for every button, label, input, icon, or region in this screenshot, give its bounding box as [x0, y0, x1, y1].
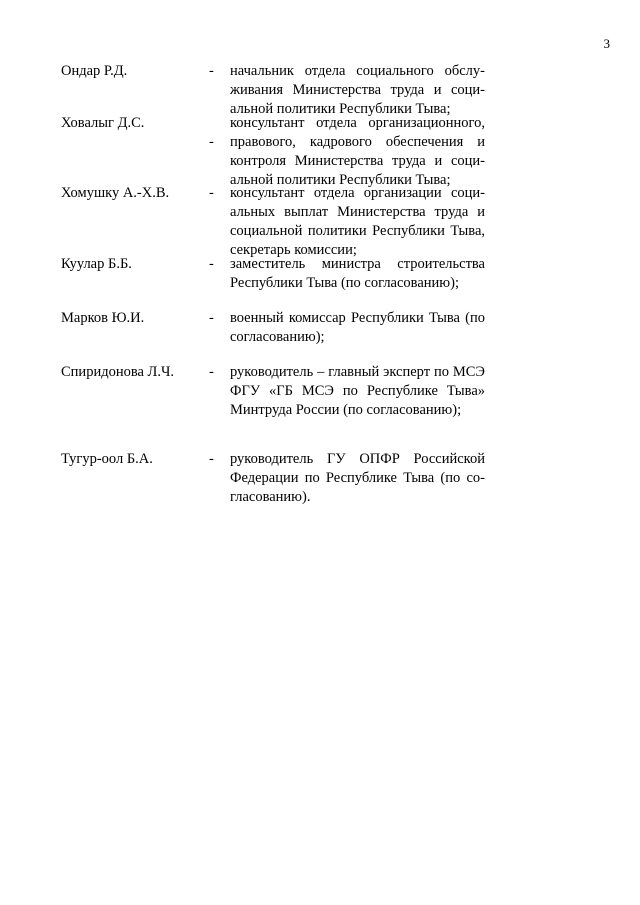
- member-name: Куулар Б.Б.: [61, 256, 132, 272]
- member-position: руководитель ГУ ОПФР Российской Федерации по Республике Тыва (по согласованию).: [230, 451, 485, 505]
- member-position: консультант отдела организационного, правового, кадрового обеспечения и контроля Министерства труда и социальной политики Республики Тыва;: [230, 115, 485, 188]
- member-row-tugur-ool: [61, 450, 486, 510]
- member-row-homushku: [61, 184, 486, 258]
- member-name: Ховалыг Д.С.: [61, 115, 145, 131]
- member-dash: -: [209, 63, 214, 79]
- member-row-kuular: [61, 255, 486, 309]
- member-dash: -: [209, 256, 214, 272]
- member-position: консультант отдела организации социальных выплат Министерства труда и социальной политики Республики Тыва, секретарь комиссии;: [230, 185, 485, 258]
- member-dash: -: [209, 364, 214, 380]
- member-row-spiridonova: [61, 363, 486, 450]
- member-name: Хомушку А.-Х.В.: [61, 185, 170, 201]
- member-row-hovalyg: [61, 114, 486, 188]
- member-name: Ондар Р.Д.: [61, 63, 128, 79]
- member-row-ondar: [61, 62, 486, 117]
- member-position: начальник отдела социального обслуживания Министерства труда и социальной политики Республики Тыва;: [230, 63, 485, 117]
- member-position: военный комиссар Республики Тыва (по согласованию);: [230, 310, 485, 345]
- member-dash: -: [209, 185, 214, 201]
- member-position: заместитель министра строительства Республики Тыва (по согласованию);: [230, 256, 485, 291]
- member-name: Спиридонова Л.Ч.: [61, 364, 175, 380]
- member-position: руководитель – главный эксперт по МСЭ ФГУ «ГБ МСЭ по Республике Тыва» Минтруда России (по согласованию);: [230, 364, 485, 418]
- member-dash: -: [209, 134, 214, 150]
- member-name: Тугур-оол Б.А.: [61, 451, 153, 467]
- member-name: Марков Ю.И.: [61, 310, 145, 326]
- member-dash: -: [209, 451, 214, 467]
- commission-member-list: [61, 62, 486, 510]
- member-row-markov: [61, 309, 486, 363]
- page-number: 3: [603, 36, 610, 51]
- member-dash: -: [209, 310, 214, 326]
